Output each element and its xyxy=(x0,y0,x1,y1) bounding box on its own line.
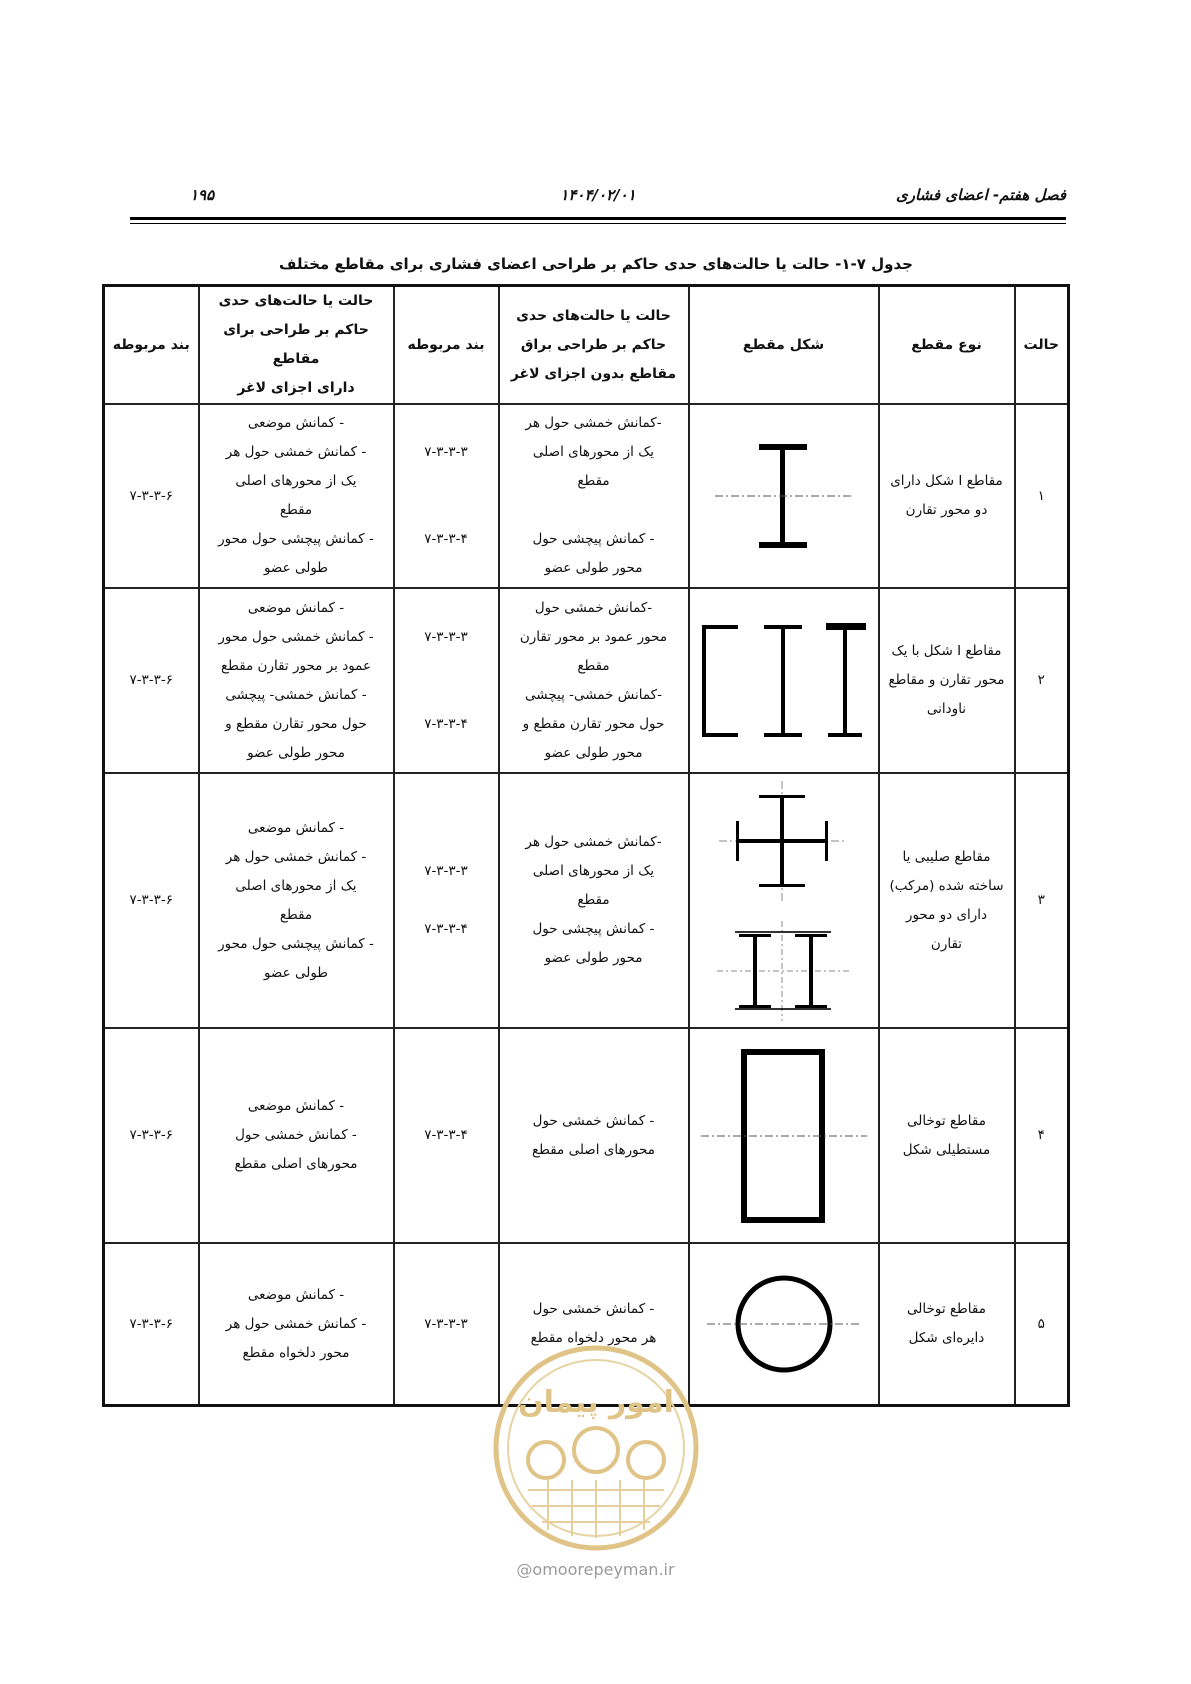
table-row xyxy=(104,1028,1069,1243)
clause-ref-1: ۷-۳-۳-۳ ۷-۳-۳-۴ xyxy=(394,773,499,1028)
table-row xyxy=(104,404,1069,588)
omoor-peyman-seal-icon xyxy=(488,1340,704,1556)
clause-ref-2: ۷-۳-۳-۶ xyxy=(104,1028,199,1243)
header-limit-nonslender: حالت یا حالت‌های حدی حاکم بر طراحی براق مقاطع بدون اجزای لاغر xyxy=(499,286,689,405)
case-number: ۵ xyxy=(1015,1243,1069,1406)
section-type: مقاطع I شکل با یک محور تقارن و مقاطع ناودانی xyxy=(879,588,1015,773)
header-clause-2: بند مربوطه xyxy=(104,286,199,405)
i-beam-doubly-symmetric-icon xyxy=(689,404,879,588)
limit-states-slender: - کمانش موضعی - کمانش خمشی حول محور عمود بر محور تقارن مقطع - کمانش خمشی- پیچشی حول محور تقارن مقطع و محور طولی عضو xyxy=(199,588,394,773)
limit-states-nonslender: - کمانش خمشی حول محورهای اصلی مقطع xyxy=(499,1028,689,1243)
svg-text:امور پیمان: امور پیمان xyxy=(518,1385,674,1420)
clause-ref-1: ۷-۳-۳-۴ xyxy=(394,1028,499,1243)
clause-ref-1: ۷-۳-۳-۳ xyxy=(394,1243,499,1406)
limit-states-nonslender: -کمانش خمشی حول هر یک از محورهای اصلی مقطع - کمانش پیچشی حول محور طولی عضو xyxy=(499,404,689,588)
monosymmetric-and-channel-sections-icon xyxy=(689,588,879,773)
clause-ref-2: ۷-۳-۳-۶ xyxy=(104,773,199,1028)
section-type: مقاطع صلیبی یا ساخته شده (مرکب) دارای دو محور تقارن xyxy=(879,773,1015,1028)
header-section-type: نوع مقطع xyxy=(879,286,1015,405)
header-rule-thick xyxy=(130,217,1066,220)
header-section-shape: شکل مقطع xyxy=(689,286,879,405)
clause-ref-2: ۷-۳-۳-۶ xyxy=(104,404,199,588)
page-number: ۱۹۵ xyxy=(190,186,215,204)
limit-states-nonslender: -کمانش خمشی حول محور عمود بر محور تقارن مقطع -کمانش خمشی- پیچشی حول محور تقارن مقطع و محور طولی عضو xyxy=(499,588,689,773)
case-number: ۱ xyxy=(1015,404,1069,588)
limit-states-table xyxy=(102,284,1070,1407)
limit-states-slender: - کمانش موضعی - کمانش خمشی حول محورهای اصلی مقطع xyxy=(199,1028,394,1243)
header-limit-slender: حالت یا حالت‌های حدی حاکم بر طراحی برای مقاطع دارای اجزای لاغر xyxy=(199,286,394,405)
table-row xyxy=(104,588,1069,773)
section-type: مقاطع توخالی دایره‌ای شکل xyxy=(879,1243,1015,1406)
case-number: ۲ xyxy=(1015,588,1069,773)
page-header xyxy=(130,186,1066,208)
circular-hollow-section-icon xyxy=(689,1243,879,1406)
table-row xyxy=(104,773,1069,1028)
table-header-row xyxy=(104,286,1069,405)
header-clause-1: بند مربوطه xyxy=(394,286,499,405)
limit-states-slender: - کمانش موضعی - کمانش خمشی حول هر محور دلخواه مقطع xyxy=(199,1243,394,1406)
limit-states-nonslender: - کمانش خمشی حول هر محور دلخواه مقطع xyxy=(499,1243,689,1406)
limit-states-nonslender: -کمانش خمشی حول هر یک از محورهای اصلی مقطع - کمانش پیچشی حول محور طولی عضو xyxy=(499,773,689,1028)
header-rule-thin xyxy=(130,223,1066,224)
header-case: حالت xyxy=(1015,286,1069,405)
chapter-title: فصل هفتم- اعضای فشاری xyxy=(896,186,1066,204)
section-type: مقاطع توخالی مستطیلی شکل xyxy=(879,1028,1015,1243)
clause-ref-2: ۷-۳-۳-۶ xyxy=(104,1243,199,1406)
cruciform-and-built-up-sections-icon xyxy=(689,773,879,1028)
clause-ref-2: ۷-۳-۳-۶ xyxy=(104,588,199,773)
case-number: ۴ xyxy=(1015,1028,1069,1243)
watermark-site: @omoorepeyman.ir xyxy=(516,1560,675,1579)
clause-ref-1: ۷-۳-۳-۳ ۷-۳-۳-۴ xyxy=(394,404,499,588)
limit-states-slender: - کمانش موضعی - کمانش خمشی حول هر یک از محورهای اصلی مقطع - کمانش پیچشی حول محور طولی عضو xyxy=(199,773,394,1028)
rectangular-hollow-section-icon xyxy=(689,1028,879,1243)
section-type: مقاطع I شکل دارای دو محور تقارن xyxy=(879,404,1015,588)
table-caption: جدول ۷-۱- حالت یا حالت‌های حدی حاکم بر طراحی اعضای فشاری برای مقاطع مختلف xyxy=(279,255,913,273)
case-number: ۳ xyxy=(1015,773,1069,1028)
clause-ref-1: ۷-۳-۳-۳ ۷-۳-۳-۴ xyxy=(394,588,499,773)
limit-states-slender: - کمانش موضعی - کمانش خمشی حول هر یک از محورهای اصلی مقطع - کمانش پیچشی حول محور طولی عضو xyxy=(199,404,394,588)
header-date: ۱۴۰۴/۰۲/۰۱ xyxy=(560,186,636,204)
